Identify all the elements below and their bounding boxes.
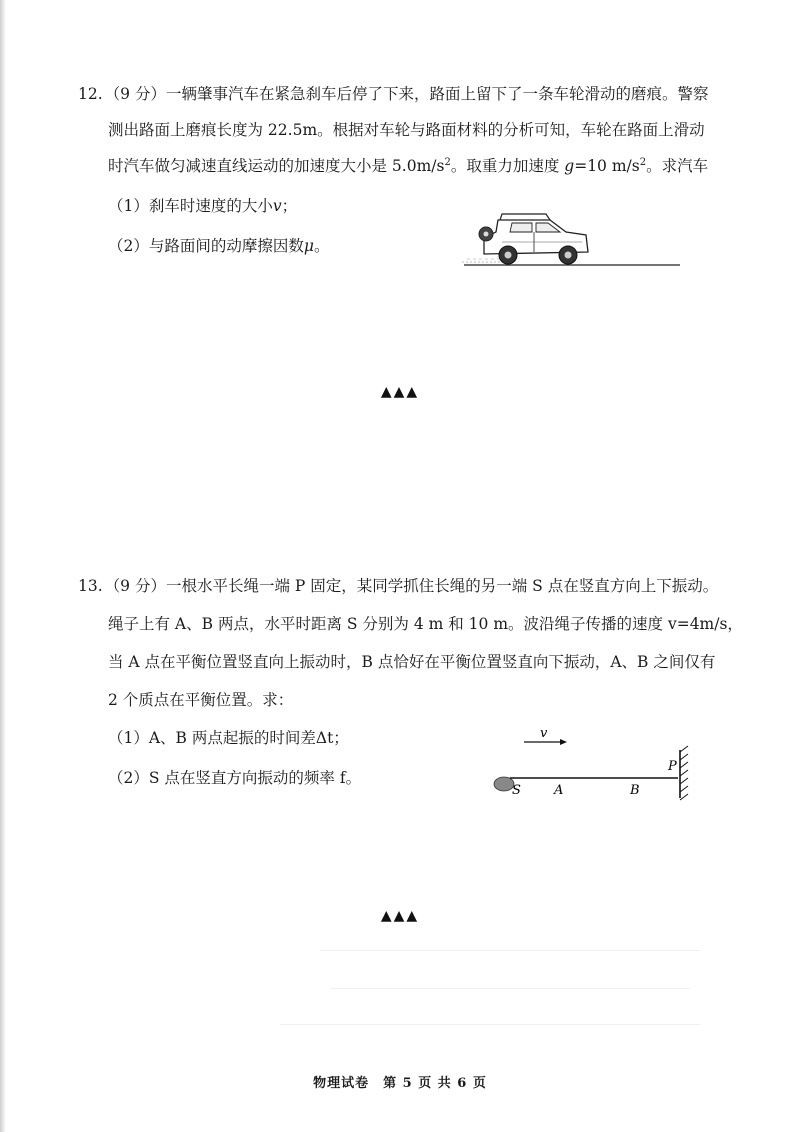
q13-line1 xyxy=(78,574,718,596)
bleed-through xyxy=(330,988,690,989)
q13-line2: 绳子上有 A、B 两点，水平时距离 S 分别为 4 m 和 10 m。波沿绳子传播的速度 v=4m/s， xyxy=(108,615,743,633)
q13-number: 13. xyxy=(78,577,103,595)
q13-line3: 当 A 点在平衡位置竖直向上振动时，B 点恰好在平衡位置竖直向下振动，A、B 之间仅有 xyxy=(108,653,716,671)
q12-sup1: 2 xyxy=(444,156,451,168)
hand-icon xyxy=(494,777,514,791)
velocity-arrowhead xyxy=(560,739,567,745)
q12-line3-d: 。求汽车 xyxy=(646,157,709,175)
q12-sub1 xyxy=(108,194,297,216)
q13-line4: 2 个质点在平衡位置。求： xyxy=(108,691,294,709)
q12-sub1-var: v xyxy=(272,197,282,215)
wall-hatching xyxy=(680,746,688,800)
rope-figure xyxy=(492,722,707,804)
q12-number: 12. xyxy=(78,85,103,103)
label-B: B xyxy=(630,783,640,798)
q12-line1-text: （9 分）一辆肇事汽车在紧急刹车后停了下来，路面上留下了一条车轮滑动的磨痕。警察 xyxy=(104,85,709,103)
q12-line3 xyxy=(108,154,708,176)
q12-line3-b: 。取重力加速度 xyxy=(450,157,565,175)
q12-line1 xyxy=(78,82,708,104)
page-footer: 物理试卷 第 5 页 共 6 页 xyxy=(313,1076,487,1091)
q12-sub1-b: ； xyxy=(281,197,298,215)
separator-1: ▲▲▲ xyxy=(380,384,420,400)
q12-sub1-a: （1）刹车时速度的大小 xyxy=(108,197,273,215)
q12-sub2 xyxy=(108,234,329,256)
q13-sub1: （1）A、B 两点起振的时间差Δt； xyxy=(108,729,349,747)
bleed-through xyxy=(320,950,700,951)
q13-line1-text: （9 分）一根水平长绳一端 P 固定，某同学抓住长绳的另一端 S 点在竖直方向上下振动。 xyxy=(104,577,719,595)
label-S: S xyxy=(512,783,521,798)
q12-line3-a: 时汽车做匀减速直线运动的加速度大小是 5.0m/s xyxy=(108,157,445,175)
separator-2: ▲▲▲ xyxy=(380,908,420,924)
q12-g-var: g xyxy=(564,157,575,175)
q12-sub2-a: （2）与路面间的动摩擦因数 xyxy=(108,237,304,255)
page-edge xyxy=(0,0,6,1132)
car-figure xyxy=(462,212,682,270)
label-v: v xyxy=(540,726,548,741)
q12-sub2-var: μ xyxy=(303,237,314,255)
label-P: P xyxy=(668,759,677,774)
q12-sub2-b: 。 xyxy=(313,237,330,255)
q12-line3-c: =10 m/s xyxy=(574,157,640,175)
car-icon xyxy=(462,212,682,270)
q12-line2: 测出路面上磨痕长度为 22.5m。根据对车轮与路面材料的分析可知，车轮在路面上滑动 xyxy=(108,121,705,139)
rope-diagram xyxy=(492,722,707,804)
q12-sup2: 2 xyxy=(639,156,647,168)
q13-sub2: （2）S 点在竖直方向振动的频率 f。 xyxy=(108,769,362,787)
label-A: A xyxy=(554,783,564,798)
bleed-through xyxy=(280,1024,700,1025)
